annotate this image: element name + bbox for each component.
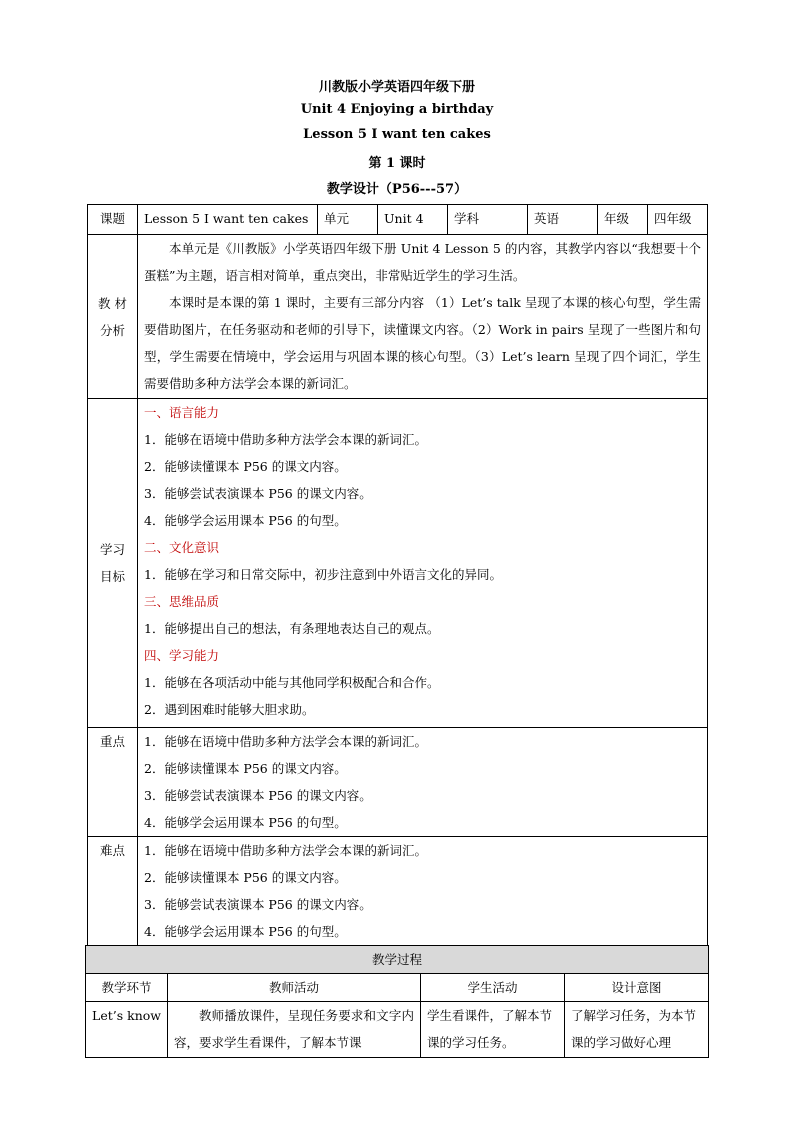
objective-item: 1．能够提出自己的想法，有条理地表达自己的观点。 bbox=[144, 621, 440, 636]
analysis-paragraph-1: 本单元是《川教版》小学英语四年级下册 Unit 4 Lesson 5 的内容，其教学内容以“我想要十个蛋糕”为主题，语言相对简单，重点突出，非常贴近学生的学习生活。 bbox=[144, 241, 701, 283]
analysis-label: 教 材 分析 bbox=[88, 235, 138, 399]
objective-item: 1．能够在语境中借助多种方法学会本课的新词汇。 bbox=[144, 432, 427, 447]
header-student: 学生活动 bbox=[421, 974, 565, 1002]
objectives-row bbox=[88, 399, 708, 728]
objective-item: 4．能够学会运用课本 P56 的句型。 bbox=[144, 513, 347, 528]
objective-item: 2．能够读懂课本 P56 的课文内容。 bbox=[144, 459, 347, 474]
header-teacher: 教师活动 bbox=[168, 974, 421, 1002]
objectives-content bbox=[138, 399, 708, 728]
objective-item: 1．能够在学习和日常交际中，初步注意到中外语言文化的异同。 bbox=[144, 567, 502, 582]
analysis-content bbox=[138, 235, 708, 399]
difficulty-item: 1．能够在语境中借助多种方法学会本课的新词汇。 bbox=[144, 843, 427, 858]
section-culture: 二、文化意识 bbox=[144, 540, 220, 555]
topic-value: Lesson 5 I want ten cakes bbox=[138, 205, 318, 235]
design-intent-cell: 了解学习任务，为本节课的学习做好心理 bbox=[565, 1002, 709, 1058]
objectives-label: 学习 目标 bbox=[88, 399, 138, 728]
teaching-process-table bbox=[85, 945, 709, 1058]
difficulties-content bbox=[138, 837, 708, 946]
key-points-label: 重点 bbox=[88, 728, 138, 837]
analysis-paragraph-2: 本课时是本课的第 1 课时，主要有三部分内容 （1）Let’s talk 呈现了本课的核心句型，学生需要借助图片，在任务驱动和老师的引导下，读懂课文内容。（2）Work in pairs 呈现了一些图片和句型，学生需要在情境中，学会运用与巩固本课的核心句型。（3）Let’s learn 呈现了四个词汇，学生需要借助多种方法学会本课的新词汇。 bbox=[144, 295, 701, 391]
doc-line-4: 第 1 课时 bbox=[368, 156, 426, 171]
doc-line-2: Unit 4 Enjoying a birthday bbox=[300, 102, 494, 117]
difficulty-item: 2．能够读懂课本 P56 的课文内容。 bbox=[144, 870, 347, 885]
header-intent: 设计意图 bbox=[565, 974, 709, 1002]
header-stage: 教学环节 bbox=[86, 974, 168, 1002]
key-point-item: 1．能够在语境中借助多种方法学会本课的新词汇。 bbox=[144, 734, 427, 749]
unit-value: Unit 4 bbox=[378, 205, 448, 235]
teacher-activity-cell: 教师播放课件，呈现任务要求和文字内容，要求学生看课件，了解本节课 bbox=[168, 1002, 421, 1058]
process-title: 教学过程 bbox=[86, 946, 709, 974]
difficulty-item: 3．能够尝试表演课本 P56 的课文内容。 bbox=[144, 897, 372, 912]
lesson-info-table bbox=[87, 204, 708, 946]
key-point-item: 4．能够学会运用课本 P56 的句型。 bbox=[144, 815, 347, 830]
grade-value: 四年级 bbox=[648, 205, 708, 235]
student-activity-cell: 学生看课件，了解本节课的学习任务。 bbox=[421, 1002, 565, 1058]
key-point-item: 2．能够读懂课本 P56 的课文内容。 bbox=[144, 761, 347, 776]
section-language-ability: 一、语言能力 bbox=[144, 405, 220, 420]
subject-value: 英语 bbox=[528, 205, 598, 235]
key-points-content bbox=[138, 728, 708, 837]
key-point-item: 3．能够尝试表演课本 P56 的课文内容。 bbox=[144, 788, 372, 803]
section-thinking: 三、思维品质 bbox=[144, 594, 220, 609]
analysis-row bbox=[88, 235, 708, 399]
doc-line-1: 川教版小学英语四年级下册 bbox=[318, 80, 475, 95]
objective-item: 3．能够尝试表演课本 P56 的课文内容。 bbox=[144, 486, 372, 501]
objective-item: 1．能够在各项活动中能与其他同学积极配合和合作。 bbox=[144, 675, 440, 690]
unit-key: 单元 bbox=[318, 205, 378, 235]
process-row bbox=[86, 1002, 709, 1058]
grade-key: 年级 bbox=[598, 205, 648, 235]
difficulty-item: 4．能够学会运用课本 P56 的句型。 bbox=[144, 924, 347, 939]
difficulties-label: 难点 bbox=[88, 837, 138, 946]
doc-line-3: Lesson 5 I want ten cakes bbox=[303, 127, 491, 142]
subject-key: 学科 bbox=[448, 205, 528, 235]
difficulties-row bbox=[88, 837, 708, 946]
info-row bbox=[88, 205, 708, 235]
section-learning-ability: 四、学习能力 bbox=[144, 648, 220, 663]
key-points-row bbox=[88, 728, 708, 837]
doc-line-5: 教学设计（P56---57） bbox=[326, 182, 468, 197]
stage-cell: Let’s know bbox=[86, 1002, 168, 1058]
process-title-row bbox=[86, 946, 709, 974]
process-header-row bbox=[86, 974, 709, 1002]
objective-item: 2．遇到困难时能够大胆求助。 bbox=[144, 702, 315, 717]
topic-key: 课题 bbox=[88, 205, 138, 235]
